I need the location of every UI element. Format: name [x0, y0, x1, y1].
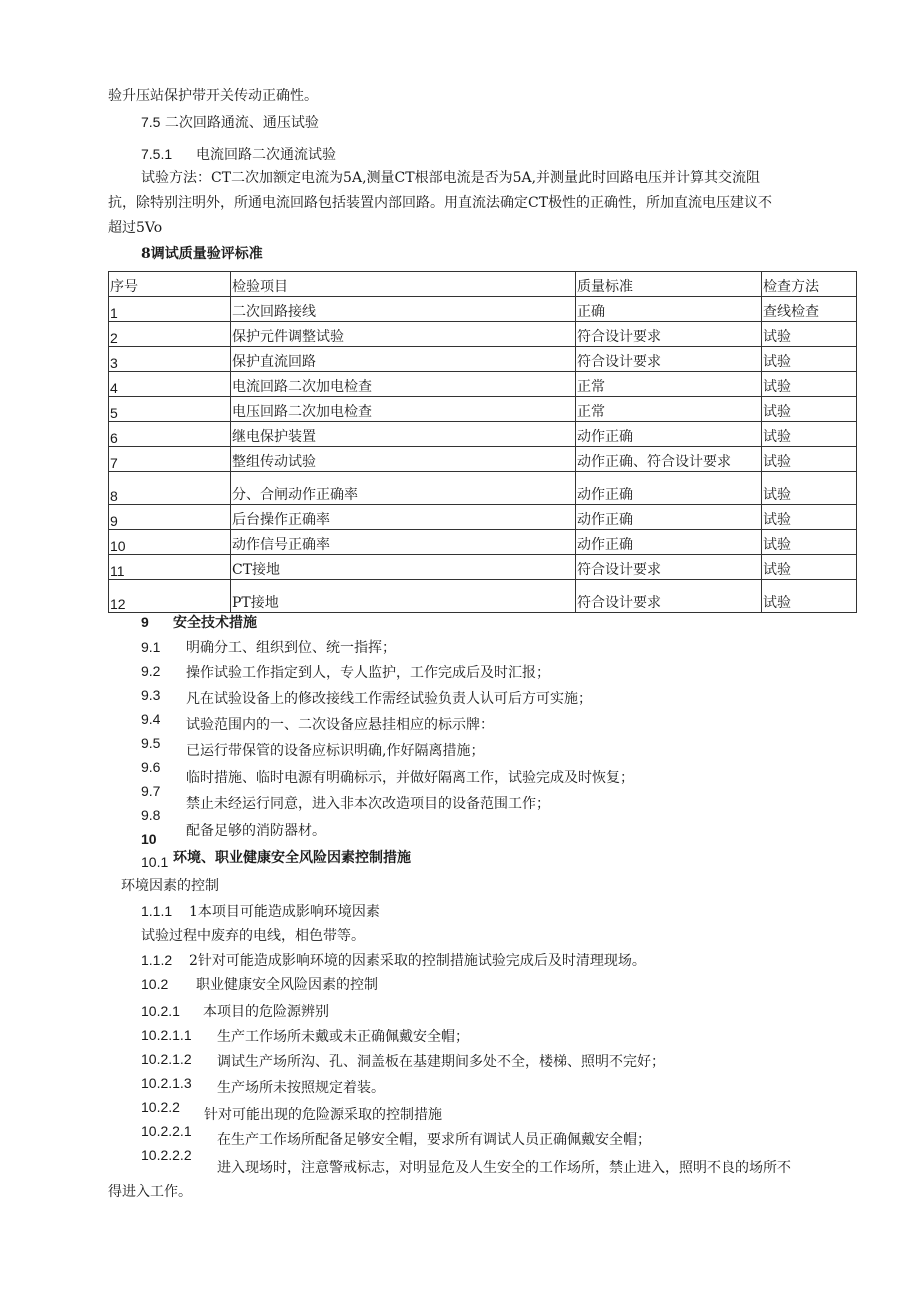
section-10-title: 环境、职业健康安全风险因素控制措施: [173, 850, 411, 866]
table-row: [109, 472, 857, 505]
hazard-num: 10.2.1.3: [141, 1075, 192, 1091]
section-text: 职业健康安全风险因素的控制: [196, 977, 378, 993]
safety-item: 禁止未经运行同意，进入非本次改造项目的设备范围工作；: [186, 796, 550, 812]
table-cell: 动作正确: [576, 530, 762, 555]
section-1-1-1: [141, 902, 380, 921]
header-cell: 检验项目: [231, 272, 576, 297]
section-9-8-num: 9.8: [141, 807, 161, 823]
table-cell: 6: [109, 422, 231, 447]
table-cell: PT接地: [231, 580, 576, 613]
hazard-num: 10.2.1.2: [141, 1051, 192, 1067]
section-10-2-2-num: 10.2.2: [141, 1099, 180, 1115]
hazard-item: 生产场所未按照规定着装。: [217, 1080, 385, 1096]
table-cell: 试验: [762, 322, 857, 347]
control-item-tail: 得进入工作。: [108, 1184, 192, 1200]
table-cell: 电压回路二次加电检查: [231, 397, 576, 422]
table-cell: 试验: [762, 397, 857, 422]
section-1-1-2: [141, 951, 646, 970]
section-text: 1本项目可能造成影响环境因素: [189, 904, 380, 920]
section-10-2-1: [141, 1002, 329, 1021]
section-9-heading: [141, 613, 257, 632]
table-row: [109, 397, 857, 422]
table-cell: 试验: [762, 555, 857, 580]
control-num: 10.2.2.2: [141, 1147, 192, 1163]
section-9-7-num: 9.7: [141, 783, 161, 799]
table-row: [109, 505, 857, 530]
control-item: 进入现场时，注意警戒标志，对明显危及人生安全的工作场所，禁止进入，照明不良的场所不: [217, 1160, 791, 1176]
table-cell: 试验: [762, 347, 857, 372]
section-title: 安全技术措施: [173, 615, 257, 631]
section-title: 二次回路通流、通压试验: [164, 115, 319, 131]
section-9-6-num: 9.6: [141, 759, 161, 775]
table-cell: 12: [109, 580, 231, 613]
table-cell: 7: [109, 447, 231, 472]
table-cell: 继电保护装置: [231, 422, 576, 447]
safety-item: 明确分工、组织到位、统一指挥；: [186, 640, 396, 656]
safety-item: 操作试验工作指定到人，专人监护，工作完成后及时汇报；: [186, 665, 550, 681]
section-9-5-num: 9.5: [141, 735, 161, 751]
table-cell: 电流回路二次加电检查: [231, 372, 576, 397]
table-cell: 4: [109, 372, 231, 397]
table-cell: 8: [109, 472, 231, 505]
quality-standard-table: [108, 271, 857, 613]
hazard-item: 调试生产场所沟、孔、洞盖板在基建期间多处不全，楼梯、照明不完好；: [217, 1054, 665, 1070]
control-num: 10.2.2.1: [141, 1123, 192, 1139]
table-cell: 动作正确: [576, 422, 762, 447]
section-9-4-num: 9.4: [141, 711, 161, 727]
table-cell: 试验: [762, 580, 857, 613]
section-number: 10.2: [141, 976, 169, 992]
table-cell: 5: [109, 397, 231, 422]
table-cell: 10: [109, 530, 231, 555]
table-row: [109, 530, 857, 555]
section-10-2-2-text: 针对可能出现的危险源采取的控制措施: [204, 1107, 442, 1123]
section-title: 电流回路二次通流试验: [196, 147, 336, 163]
safety-item: 临时措施、临时电源有明确标示，并做好隔离工作，试验完成及时恢复；: [186, 770, 634, 786]
section-number: 9: [141, 614, 149, 630]
table-cell: 试验: [762, 422, 857, 447]
safety-item: 试验范围内的一、二次设备应悬挂相应的标示牌：: [186, 717, 494, 733]
hazard-num: 10.2.1.1: [141, 1027, 192, 1043]
section-number: 1.1.2: [141, 952, 173, 968]
table-row: [109, 372, 857, 397]
section-number: 1.1.1: [141, 903, 173, 919]
table-cell: 试验: [762, 530, 857, 555]
method-line-1: 试验方法：CT二次加额定电流为5A,测量CT根部电流是否为5A,并测量此时回路电压并计算其交流阻: [141, 170, 761, 186]
table-cell: 正确: [576, 297, 762, 322]
table-cell: 保护直流回路: [231, 347, 576, 372]
table-cell: 查线检查: [762, 297, 857, 322]
table-header-row: [109, 272, 857, 297]
table-row: [109, 555, 857, 580]
table-cell: 动作正确: [576, 472, 762, 505]
table-cell: 试验: [762, 372, 857, 397]
section-text: 2针对可能造成影响环境的因素采取的控制措施试验完成后及时清理现场。: [189, 953, 646, 969]
table-cell: 正常: [576, 372, 762, 397]
safety-item: 凡在试验设备上的修改接线工作需经试验负责人认可后方可实施；: [186, 691, 592, 707]
table-cell: 整组传动试验: [231, 447, 576, 472]
table-cell: 符合设计要求: [576, 322, 762, 347]
table-cell: 2: [109, 322, 231, 347]
section-9-3-num: 9.3: [141, 687, 161, 703]
table-row: [109, 422, 857, 447]
table-cell: 试验: [762, 472, 857, 505]
table-cell: 试验: [762, 447, 857, 472]
section-number: 10.2.1: [141, 1003, 180, 1019]
table-cell: 9: [109, 505, 231, 530]
section-7-5: [141, 113, 319, 132]
table-cell: 二次回路接线: [231, 297, 576, 322]
table-row: [109, 297, 857, 322]
table-cell: 1: [109, 297, 231, 322]
table-cell: 分、合闸动作正确率: [231, 472, 576, 505]
control-item: 在生产工作场所配备足够安全帽，要求所有调试人员正确佩戴安全帽；: [217, 1132, 651, 1148]
intro-line: 验升压站保护带开关传动正确性。: [108, 88, 318, 104]
table-cell: 符合设计要求: [576, 555, 762, 580]
section-number: 7.5.1: [141, 146, 173, 162]
section-7-5-1: [141, 145, 336, 164]
table-cell: 正常: [576, 397, 762, 422]
table-cell: 动作信号正确率: [231, 530, 576, 555]
table-cell: CT接地: [231, 555, 576, 580]
table-cell: 动作正确: [576, 505, 762, 530]
section-10-num: 10: [141, 831, 157, 847]
table-cell: 保护元件调整试验: [231, 322, 576, 347]
table-cell: 符合设计要求: [576, 347, 762, 372]
method-line-3: 超过5Vo: [108, 220, 163, 236]
table-row: [109, 322, 857, 347]
table-row: [109, 580, 857, 613]
safety-item: 配备足够的消防器材。: [186, 823, 326, 839]
header-cell: 序号: [109, 272, 231, 297]
section-10-2: [141, 975, 378, 994]
table-cell: 动作正确、符合设计要求: [576, 447, 762, 472]
table-cell: 11: [109, 555, 231, 580]
section-number: 7.5: [141, 114, 161, 130]
header-cell: 检查方法: [762, 272, 857, 297]
section-text: 本项目的危险源辨别: [203, 1004, 329, 1020]
section-9-1-num: 9.1: [141, 639, 161, 655]
table-cell: 符合设计要求: [576, 580, 762, 613]
table-cell: 3: [109, 347, 231, 372]
table-cell: 后台操作正确率: [231, 505, 576, 530]
section-10-1-num: 10.1: [141, 854, 169, 870]
safety-item: 已运行带保管的设备应标识明确,作好隔离措施；: [186, 743, 485, 759]
header-cell: 质量标准: [576, 272, 762, 297]
table-row: [109, 347, 857, 372]
section-9-2-num: 9.2: [141, 663, 161, 679]
section-8-title: 8调试质量验评标准: [141, 246, 263, 262]
table-row: [109, 447, 857, 472]
method-line-2: 抗，除特别注明外，所通电流回路包括装置内部回路。用直流法确定CT极性的正确性，所加直流电压建议不: [108, 195, 773, 211]
env-control-heading: 环境因素的控制: [121, 878, 219, 894]
waste-line: 试验过程中废弃的电线，相色带等。: [141, 928, 365, 944]
hazard-item: 生产工作场所未戴或未正确佩戴安全帽；: [217, 1029, 469, 1045]
table-cell: 试验: [762, 505, 857, 530]
